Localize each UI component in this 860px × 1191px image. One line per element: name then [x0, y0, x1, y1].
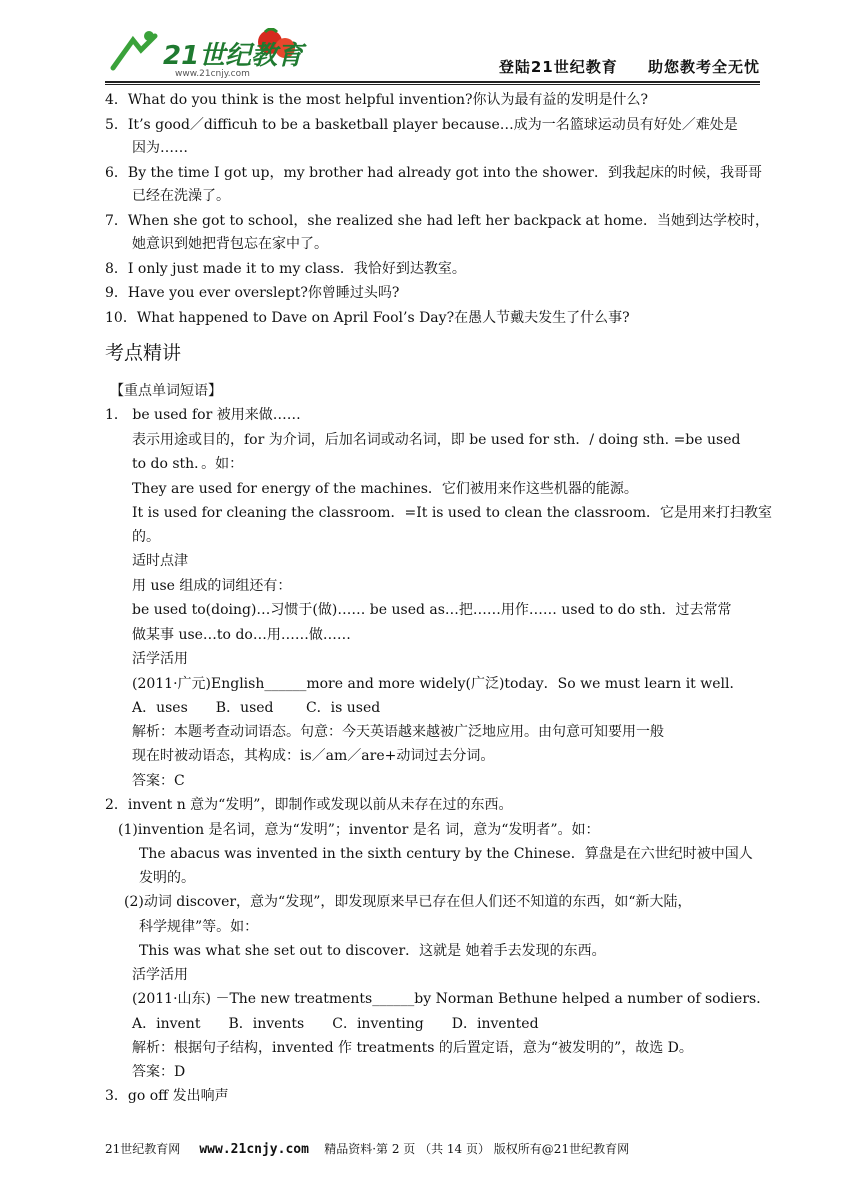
- text-line: 已经在洗澡了。: [132, 188, 230, 204]
- text-line: 9．Have you ever overslept?你曾睡过头吗?: [105, 285, 400, 301]
- text-line: 3．go off 发出响声: [105, 1088, 229, 1104]
- text-line: 答案：C: [132, 773, 185, 789]
- text-line: 4．What do you think is the most helpful invention?你认为最有益的发明是什么?: [105, 92, 649, 108]
- text-line: 10．What happened to Dave on April Fool’s Day?在愚人节戴夫发生了什么事?: [105, 310, 630, 326]
- text-line: 表示用途或目的，for 为介词，后加名词或动名词，即 be used for sth．/ doing sth. =be used: [132, 432, 741, 448]
- text-line: They are used for energy of the machines．它们被用来作这些机器的能源。: [132, 481, 638, 497]
- text-line: 活学活用: [132, 651, 188, 667]
- text-line: 适时点津: [132, 553, 188, 569]
- logo-text: 21世纪教育: [163, 41, 304, 71]
- text-line: 的。: [132, 529, 160, 545]
- text-line: (2)动词 discover，意为“发现”，即发现原来早已存在但人们还不知道的东西，如“新大陆，: [124, 894, 692, 910]
- header-rule-thin: [105, 84, 760, 85]
- section-title: 考点精讲: [105, 342, 182, 364]
- text-line: A．uses B．used C．is used: [132, 700, 381, 716]
- text-line: This was what she set out to discover．这就是 她着手去发现的东西。: [139, 943, 606, 959]
- footer-site: 21世纪教育网: [105, 1142, 181, 1156]
- text-line: 用 use 组成的词组还有：: [132, 578, 292, 594]
- slogan-left: 登陆21世纪教育: [498, 58, 618, 76]
- footer-url[interactable]: www.21cnjy.com: [199, 1142, 309, 1157]
- text-line: 答案：D: [132, 1064, 186, 1080]
- text-line: 活学活用: [132, 967, 188, 983]
- text-line: 解析：根据句子结构，invented 作 treatments 的后置定语，意为“被发明的”，故选 D。: [132, 1040, 693, 1056]
- logo-21cnjy: [105, 28, 325, 78]
- text-line: (1)invention 是名词，意为“发明”；inventor 是名 词，意为“发明者”。如：: [118, 822, 600, 838]
- text-line: 现在时被动语态，其构成：is／am／are+动词过去分词。: [132, 748, 495, 764]
- text-line: 5．It’s good／difficuh to be a basketball player because…成为一名篮球运动员有好处／难处是: [105, 117, 738, 133]
- text-line: The abacus was invented in the sixth century by the Chinese．算盘是在六世纪时被中国人: [139, 846, 753, 862]
- text-line: 发明的。: [139, 870, 195, 886]
- page-header: [105, 28, 760, 80]
- logo-url: www.21cnjy.com: [175, 69, 250, 78]
- slogan-right: 助您教考全无忧: [647, 58, 760, 76]
- text-line: to do sth．。如：: [132, 456, 244, 472]
- text-line: 她意识到她把背包忘在家中了。: [132, 236, 328, 252]
- text-line: be used to(doing)…习惯于(做)…… be used as…把……用作…… used to do sth．过去常常: [132, 602, 732, 618]
- header-rule: [105, 81, 760, 83]
- text-line: 科学规律”等。如：: [139, 919, 259, 935]
- text-line: 6．By the time I got up，my brother had already got into the shower．到我起床的时候，我哥哥: [105, 165, 762, 181]
- text-line: 2．invent n 意为“发明”，即制作或发现以前从未存在过的东西。: [105, 797, 513, 813]
- text-line: 8．I only just made it to my class．我恰好到达教室。: [105, 261, 466, 277]
- text-line: 7．When she got to school，she realized she had left her backpack at home．当她到达学校时，: [105, 213, 769, 229]
- text-line: (2011·广元)English______more and more widely(广泛)today．So we must learn it well．: [132, 676, 744, 692]
- text-line: It is used for cleaning the classroom．=It is used to clean the classroom．它是用来打扫教室: [132, 505, 772, 521]
- text-line: 解析：本题考查动词语态。句意：今天英语越来越被广泛地应用。由句意可知要用一般: [132, 724, 664, 740]
- subsection-title: 【重点单词短语】: [110, 383, 222, 399]
- header-slogan: [499, 56, 760, 77]
- text-line: (2011·山东) －The new treatments______by Norman Bethune helped a number of sodiers．: [132, 991, 771, 1007]
- text-line: 1． be used for 被用来做……: [105, 407, 301, 423]
- text-line: 因为……: [132, 140, 188, 156]
- text-line: A．invent B．invents C．inventing D．invented: [132, 1016, 539, 1032]
- footer-info: 精品资料·第 2 页 （共 14 页） 版权所有@21世纪教育网: [324, 1142, 630, 1156]
- text-line: 做某事 use…to do…用……做……: [132, 627, 351, 643]
- page-footer: [105, 1140, 760, 1157]
